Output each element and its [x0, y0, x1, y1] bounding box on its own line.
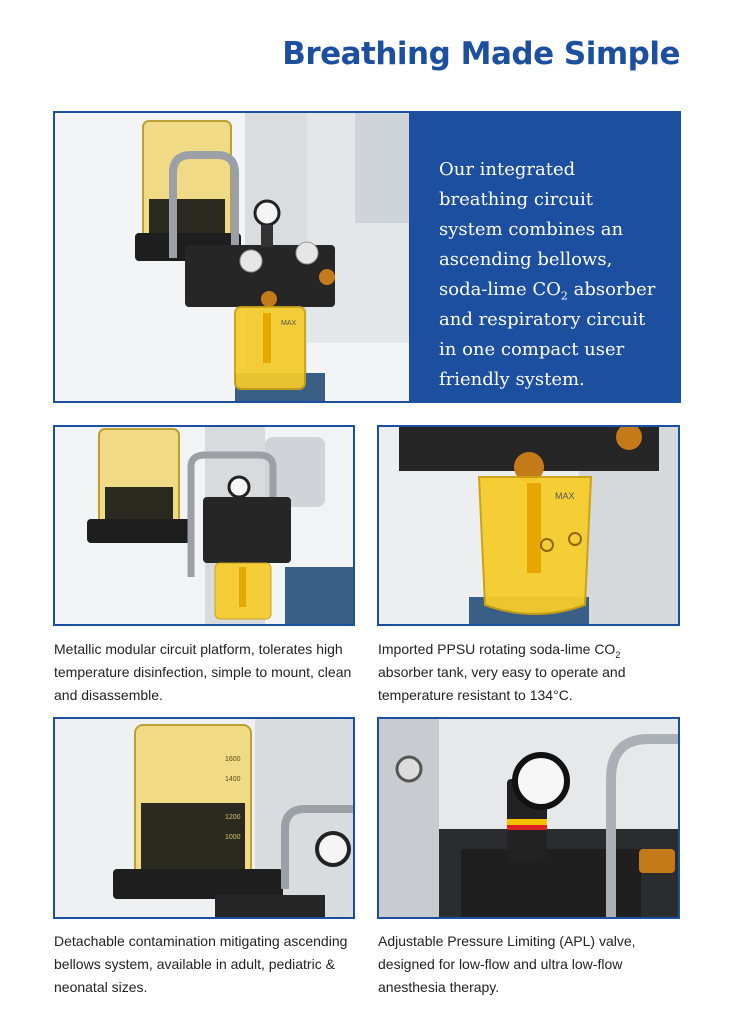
scale-mark: 1000	[225, 834, 241, 841]
hero-panel	[53, 111, 681, 403]
hero-description: Our integrated breathing circuit system combines an ascending bellows, soda-lime $CO_2$ absorber and respiratory circuit in one compact user friendly system.	[439, 159, 656, 390]
scale-mark: 1600	[225, 756, 241, 763]
scale-mark: 1400	[225, 776, 241, 783]
caption-platform: Metallic modular circuit platform, tolerates high temperature disinfection, simple to mount, clean and disassemble.	[54, 641, 352, 703]
breathing-circuit-photo	[55, 113, 409, 401]
hero-text-panel	[409, 113, 679, 401]
page-title: Breathing Made Simple	[282, 36, 680, 72]
max-marking: MAX	[555, 491, 575, 501]
scale-mark: 1200	[225, 814, 241, 821]
absorber-tank-photo	[377, 425, 680, 626]
max-marking: MAX	[281, 320, 297, 327]
modular-platform-photo	[53, 425, 355, 626]
bellows-photo	[53, 717, 355, 919]
caption-apl-valve: Adjustable Pressure Limiting (APL) valve, designed for low-flow and ultra low-flow anesthesia therapy.	[378, 933, 636, 995]
caption-bellows: Detachable contamination mitigating ascending bellows system, available in adult, pediatric & neonatal sizes.	[54, 933, 348, 995]
caption-absorber: Imported PPSU rotating soda-lime $CO_2$ absorber tank, very easy to operate and temperature resistant to 134°C.	[378, 641, 626, 703]
apl-valve-photo	[377, 717, 680, 919]
